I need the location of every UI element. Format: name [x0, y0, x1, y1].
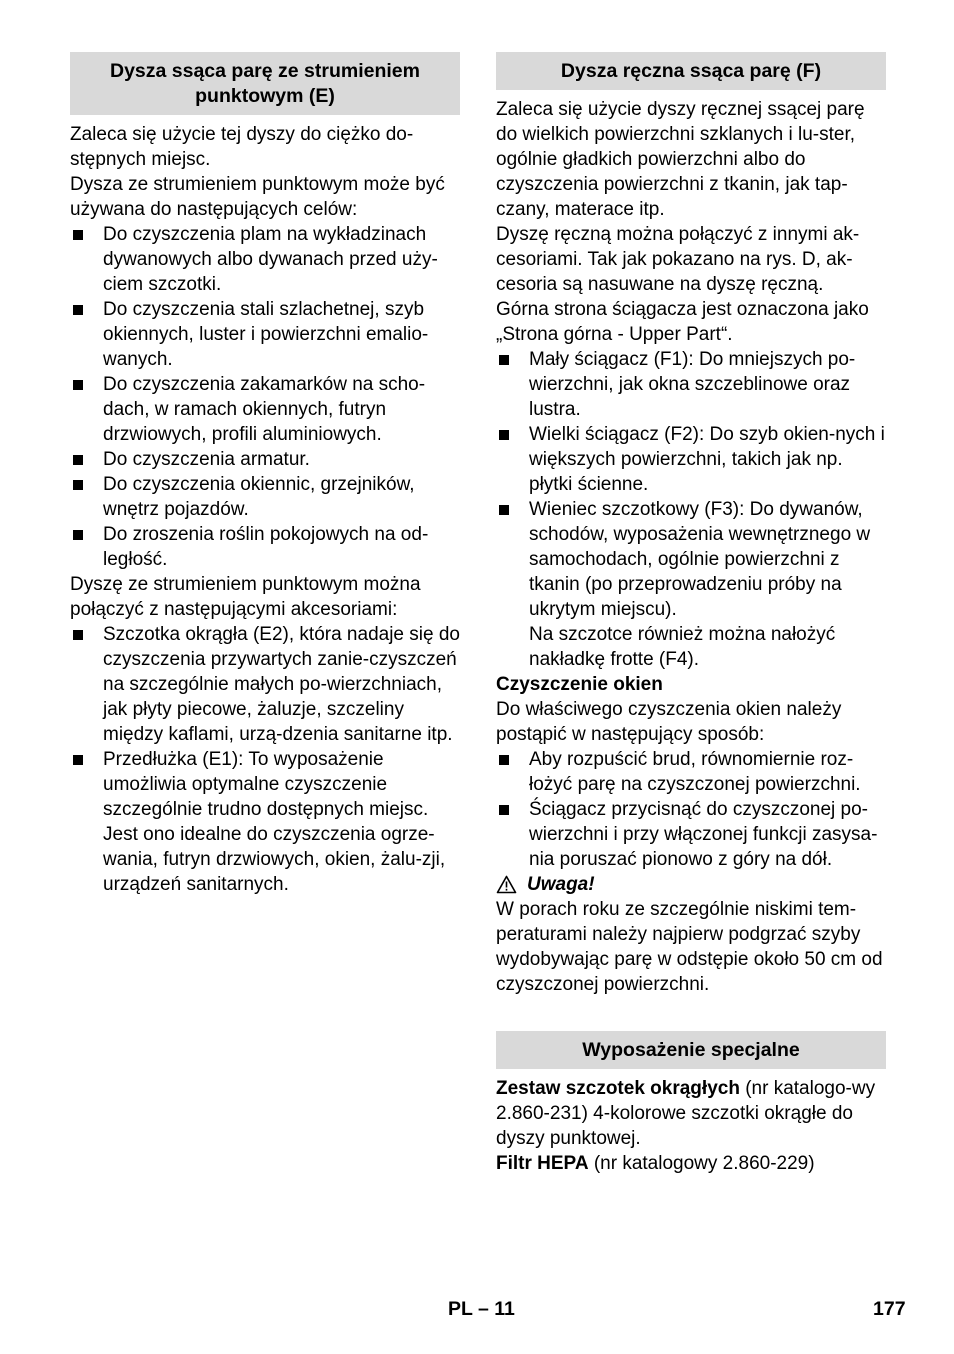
paragraph: Dyszę ręczną można połączyć z innymi ak-cesoriami. Tak jak pokazano na rys. D, ak-cesoria są nasuwane na dyszę ręczną.: [496, 224, 860, 295]
accessory-name: Filtr HEPA: [496, 1153, 589, 1174]
list-item: Do czyszczenia okiennic, grzejników, wnętrz pojazdów.: [70, 472, 460, 522]
list-item: Do zroszenia roślin pokojowych na od-ległość.: [70, 522, 460, 572]
list-item: Do czyszczenia zakamarków na scho-dach, w ramach okiennych, futryn drzwiowych, profili aluminiowych.: [70, 372, 460, 447]
accessory-description: (nr katalogowy 2.860-229): [588, 1153, 815, 1174]
list-item: Szczotka okrągła (E2), która nadaje się do czyszczenia przywartych zanie-czyszczeń na szczególnie małych po-wierzchniach, jak płyty piecowe, żaluzje, szczeliny między kaflami, urzą-dzenia sanitarne itp.: [70, 622, 460, 747]
accessory-brush-set: [496, 1076, 886, 1151]
list-item: Do czyszczenia stali szlachetnej, szyb okiennych, luster i powierzchni emalio-wanych.: [70, 297, 460, 372]
paragraph: Dyszę ze strumieniem punktowym można połączyć z następującymi akcesoriami:: [70, 574, 421, 620]
accessory-name: Zestaw szczotek okrągłych: [496, 1078, 740, 1099]
list-item: Mały ściągacz (F1): Do mniejszych po-wierzchni, jak okna szczeblinowe oraz lustra.: [496, 347, 886, 422]
warning-triangle-icon: [496, 875, 517, 894]
section-heading-hand-nozzle: Dysza ręczna ssąca parę (F): [496, 52, 886, 90]
right-column: [496, 52, 886, 1176]
paragraph: Zaleca się użycie tej dyszy do ciężko do-stępnych miejsc.: [70, 124, 414, 170]
section-heading-spot-nozzle: Dysza ssąca parę ze strumieniem punktowym (E): [70, 52, 460, 115]
paragraph: Dysza ze strumieniem punktowym może być używana do następujących celów:: [70, 174, 445, 220]
paragraph: Zaleca się użycie dyszy ręcznej ssącej parę do wielkich powierzchni szklanych i lu-ster, ogólnie gładkich powierzchni albo do czyszczenia powierzchni z tkanin, jak tap-czany, materace itp.: [496, 99, 865, 220]
list-item-continuation: Na szczotce również można nałożyć nakładkę frotte (F4).: [529, 624, 836, 670]
warning-text: W porach roku ze szczególnie niskimi tem-peraturami należy najpierw podgrzać szyby wydobywając parę w odstępie około 50 cm od czyszczonej powierzchni.: [496, 899, 883, 995]
paragraph: Górna strona ściągacza jest oznaczona jako „Strona górna - Upper Part“.: [496, 299, 869, 345]
left-column: [70, 52, 460, 897]
warning-label: [496, 872, 886, 897]
paragraph: Do właściwego czyszczenia okien należy postąpić w następujący sposób:: [496, 699, 842, 745]
subheading-window-cleaning: Czyszczenie okien: [496, 674, 663, 695]
list-item: Do czyszczenia armatur.: [70, 447, 460, 472]
warning-label-text: Uwaga!: [527, 874, 595, 895]
list-item: Wielki ściągacz (F2): Do szyb okien-nych i większych powierzchni, takich jak np. płytki ścienne.: [496, 422, 886, 497]
list-item: Do czyszczenia plam na wykładzinach dywanowych albo dywanach przed uży-ciem szczotki.: [70, 222, 460, 297]
list-item: Ściągacz przycisnąć do czyszczonej po-wierzchni i przy włączonej funkcji zasysa-nia poruszać pionowo z góry na dół.: [496, 797, 886, 872]
section-heading-special-accessories: Wyposażenie specjalne: [496, 1031, 886, 1069]
accessory-description: (nr katalogo-wy 2.860-231) 4-kolorowe szczotki okrągłe do dyszy punktowej.: [496, 1078, 876, 1149]
list-item: Wieniec szczotkowy (F3): Do dywanów, schodów, wyposażenia wewnętrznego w samochodach, ogólnie powierzchni z tkanin (po przeprowadzeniu próby na ukrytym miejscu).: [496, 497, 886, 622]
footer-section-label: PL – 11: [448, 1298, 515, 1320]
page-number: 177: [873, 1298, 906, 1320]
list-item: Przedłużka (E1): To wyposażenie umożliwia optymalne czyszczenie szczególnie trudno dostępnych miejsc. Jest ono idealne do czyszczenia ogrze-wania, futryn drzwiowych, okien, żalu-zji, urządzeń sanitarnych.: [70, 747, 460, 897]
accessory-hepa-filter: [496, 1151, 886, 1176]
list-item: Aby rozpuścić brud, równomiernie roz-łożyć parę na czyszczonej powierzchni.: [496, 747, 886, 797]
